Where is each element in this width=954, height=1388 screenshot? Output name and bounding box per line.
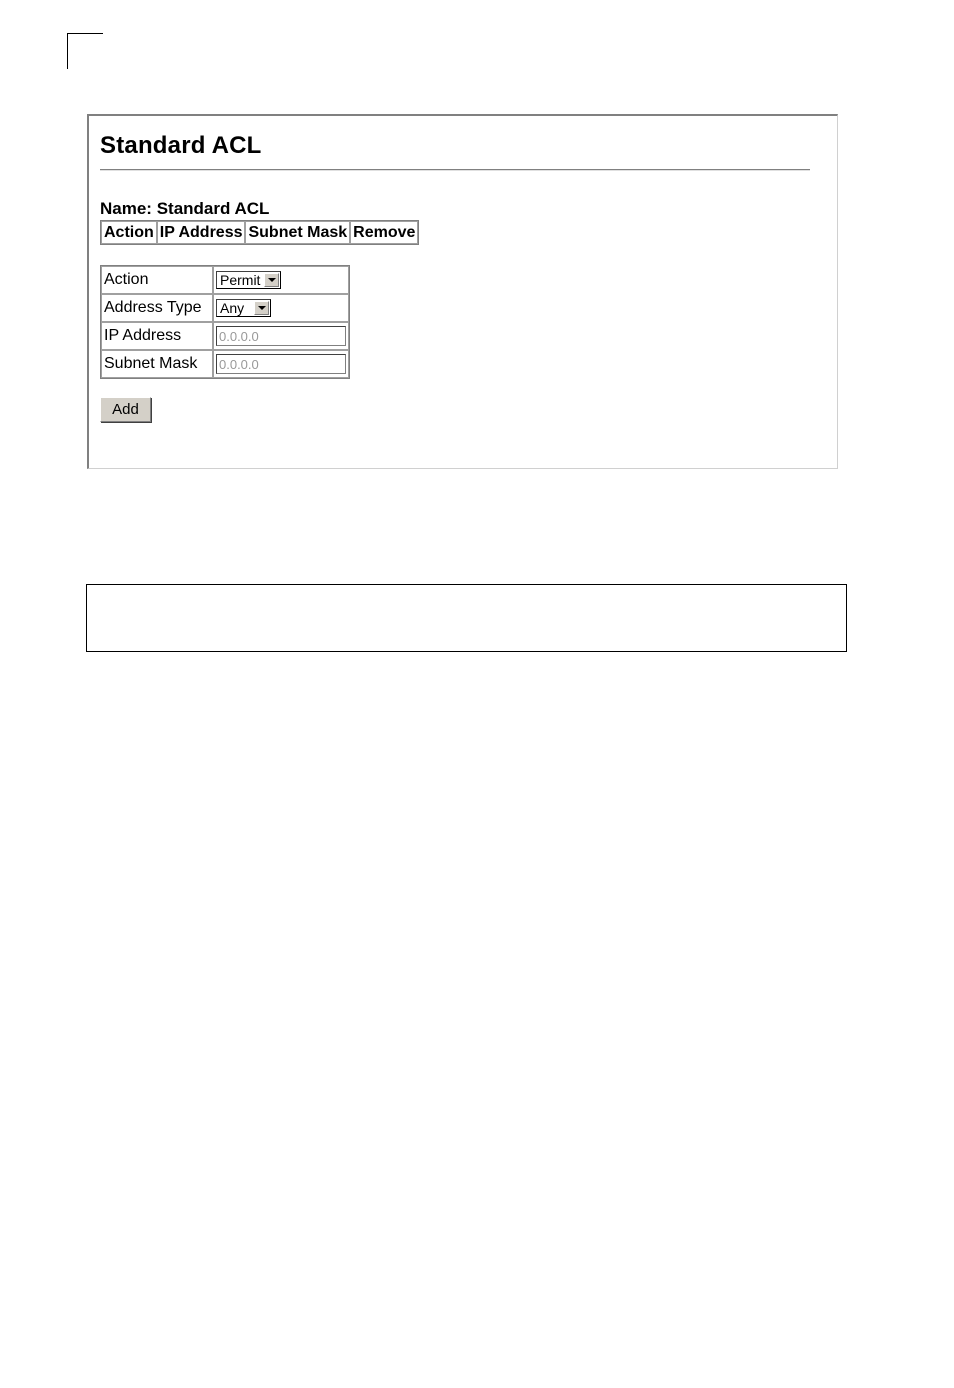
address-type-select-value: Any	[220, 299, 245, 316]
acl-name	[100, 199, 269, 219]
column-header-ip-address: IP Address	[157, 221, 246, 244]
form-row-subnet-mask	[101, 350, 349, 378]
rules-table-header-row	[101, 221, 418, 244]
address-type-label: Address Type	[101, 294, 213, 322]
action-select-value: Permit	[220, 271, 261, 288]
address-type-cell	[213, 294, 349, 322]
crop-mark	[67, 33, 103, 34]
add-rule-form	[100, 265, 350, 379]
ip-address-cell	[213, 322, 349, 350]
note-box	[86, 584, 847, 652]
address-type-select[interactable]	[216, 299, 271, 317]
form-row-address-type	[101, 294, 349, 322]
column-header-subnet-mask: Subnet Mask	[245, 221, 350, 244]
page-title: Standard ACL	[100, 132, 262, 159]
form-row-ip-address	[101, 322, 349, 350]
column-header-action: Action	[101, 221, 157, 244]
rules-table	[100, 220, 419, 245]
action-label: Action	[101, 266, 213, 294]
ip-address-label: IP Address	[101, 322, 213, 350]
form-row-action	[101, 266, 349, 294]
acl-name-value: Standard ACL	[156, 199, 270, 218]
acl-panel	[87, 114, 838, 469]
action-cell	[213, 266, 349, 294]
chevron-down-icon[interactable]	[254, 301, 269, 315]
acl-name-label: Name:	[100, 199, 152, 218]
ip-address-input[interactable]	[216, 326, 346, 346]
column-header-remove: Remove	[350, 221, 418, 244]
subnet-mask-input[interactable]	[216, 354, 346, 374]
add-button[interactable]: Add	[100, 397, 151, 422]
crop-mark	[67, 33, 68, 69]
action-select[interactable]	[216, 271, 281, 289]
title-divider	[100, 169, 810, 171]
subnet-mask-label: Subnet Mask	[101, 350, 213, 378]
chevron-down-icon[interactable]	[264, 273, 279, 287]
subnet-mask-cell	[213, 350, 349, 378]
